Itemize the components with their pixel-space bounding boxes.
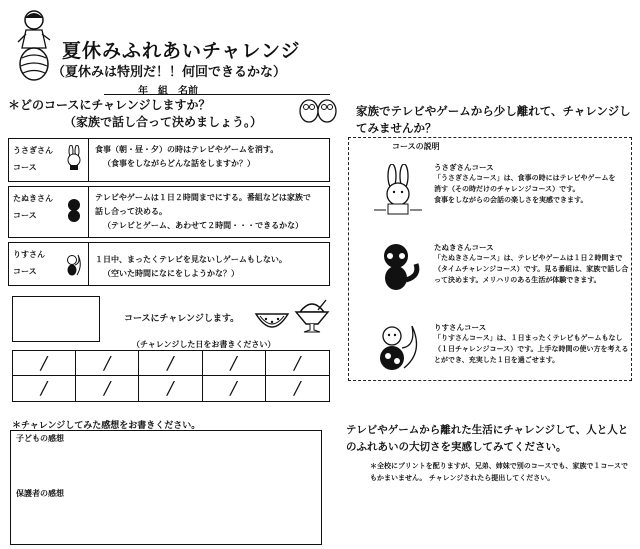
course-unit: コース xyxy=(13,267,37,276)
parent-impression-label: 保護者の感想 xyxy=(16,489,64,498)
explanation-item-usagi xyxy=(434,162,632,206)
page-subtitle: （夏休みは特別だ！！何回できるかな） xyxy=(52,65,287,80)
explanation-line: 食事をしながらの会話の楽しさを実感できます。 xyxy=(434,196,588,204)
course-desc-line: テレビやゲームは１日２時間までにする。番組などは家族で xyxy=(95,193,311,202)
date-cell[interactable]: / xyxy=(13,376,76,401)
girl-illustration xyxy=(14,8,54,84)
explanation-item-tanuki xyxy=(434,242,632,286)
course-desc-line: 話し合って決める。 xyxy=(95,207,167,216)
course-name: うさぎさん xyxy=(13,146,53,155)
course-desc-line: （食事をしながらどんな話をしますか？） xyxy=(103,159,255,168)
squirrel-icon xyxy=(370,318,426,374)
challenge-statement: コースにチャレンジします。 xyxy=(124,314,240,324)
course-label xyxy=(9,243,89,285)
course-label xyxy=(9,187,89,237)
explanation-item-head: たぬきさんコース xyxy=(434,243,494,252)
course-label xyxy=(9,139,89,181)
child-impression-label: 子どもの感想 xyxy=(16,434,64,443)
course-question-sub: （家族で話し合って決めましょう。） xyxy=(64,115,263,129)
date-cell[interactable]: / xyxy=(203,351,266,376)
shaved-ice-icon xyxy=(292,298,332,334)
raccoon-icon xyxy=(372,240,424,292)
course-row-risu[interactable] xyxy=(8,242,330,286)
course-name: たぬきさん xyxy=(13,194,53,203)
challenge-date-grid xyxy=(12,350,330,402)
explanation-item-risu xyxy=(434,322,632,366)
explanation-item-head: うさぎさんコース xyxy=(434,163,494,172)
course-write-box[interactable] xyxy=(12,296,100,342)
date-cell[interactable]: / xyxy=(203,376,266,401)
name-fields: 年 組 名前 xyxy=(138,86,198,97)
course-desc-line: （テレビとゲーム、あわせて２時間・・・できるかな） xyxy=(103,221,304,230)
course-description xyxy=(89,139,329,181)
date-cell[interactable]: / xyxy=(139,376,202,401)
explanation-line: （１日チャレンジコース）です。上手な時間の使い方を考える xyxy=(434,345,629,353)
course-description xyxy=(89,243,329,285)
footnote: ＊全校にプリントを配りますが、兄弟、姉妹で別のコースでも、家族で１コースでもかまいません。 チャレンジされたら提出してください。 xyxy=(370,462,629,482)
course-unit: コース xyxy=(13,163,37,172)
squirrel-icon xyxy=(65,251,83,277)
raccoon-icon xyxy=(65,197,83,223)
explanation-line: 「りすさんコース」は、１日まったくテレビもゲームもなし xyxy=(434,334,623,342)
closing-message: テレビやゲームから離れた生活にチャレンジして、人と人とのふれあいの大切さを実感してみてください。 xyxy=(346,424,629,453)
date-cell[interactable]: / xyxy=(139,351,202,376)
course-unit: コース xyxy=(13,211,37,220)
rabbit-icon xyxy=(370,164,426,216)
course-desc-line: （空いた時間になにをしようかな？） xyxy=(103,269,239,278)
course-description xyxy=(89,187,329,237)
dates-caption: （チャレンジした日をお書きください） xyxy=(132,340,276,349)
explanation-line: 「うさぎさんコース」は、食事の時にはテレビやゲームを xyxy=(434,174,616,182)
page-title: 夏休みふれあいチャレンジ xyxy=(62,40,301,62)
date-cell[interactable]: / xyxy=(76,351,139,376)
date-cell[interactable]: / xyxy=(266,351,329,376)
explanation-line: って決めます。メリハリのある生活が体験できます。 xyxy=(434,276,601,284)
explanation-heading: コースの説明 xyxy=(392,142,440,151)
watermelon-icon xyxy=(254,310,290,332)
course-row-tanuki[interactable] xyxy=(8,186,330,238)
course-name: りすさん xyxy=(13,250,45,259)
explanation-line: 消す（その時だけのチャレンジコース）です。 xyxy=(434,185,580,193)
course-desc-line: １日中、まったくテレビを見ないしゲームもしない。 xyxy=(95,255,287,264)
impressions-title: ＊チャレンジしてみた感想をお書きください。 xyxy=(12,421,201,431)
explanation-line: （タイムチャレンジコース）です。見る番組は、家族で話し合 xyxy=(434,265,629,273)
owl-pair-icon xyxy=(298,96,338,124)
course-row-usagi[interactable] xyxy=(8,138,330,182)
explanation-item-head: りすさんコース xyxy=(434,323,487,332)
explanation-line: 「たぬきさんコース」は、テレビやゲームは１日２時間まで xyxy=(434,254,623,262)
course-question: ＊どのコースにチャレンジしますか？ xyxy=(8,98,211,112)
date-cell[interactable]: / xyxy=(76,376,139,401)
rabbit-icon xyxy=(65,145,83,171)
course-desc-line: 食事（朝・昼・夕）の時はテレビやゲームを消す。 xyxy=(95,145,279,154)
date-cell[interactable]: / xyxy=(13,351,76,376)
name-underline xyxy=(104,94,330,95)
right-question: 家族でテレビやゲームから少し離れて、チャレンジしてみませんか？ xyxy=(356,104,631,135)
explanation-line: とができ、充実した１日を過ごせます。 xyxy=(434,356,560,364)
date-cell[interactable]: / xyxy=(294,378,301,399)
